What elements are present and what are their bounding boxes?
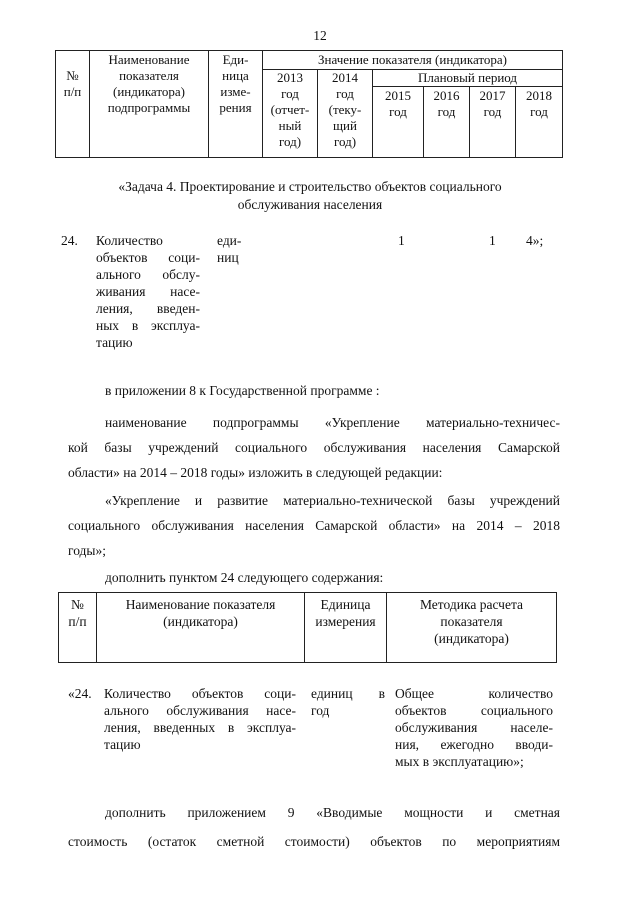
- col-unit-header: Еди- ница изме- рения: [219, 52, 252, 115]
- calculation-method: Общее количество объектов социального обслуживания населе- ния, ежегодно вводи- мых в эксплуатацию»;: [395, 686, 553, 769]
- col-unit-header: Единица измерения: [315, 597, 376, 629]
- paragraph-add-item24: дополнить пунктом 24 следующего содержания:: [105, 570, 384, 585]
- col-2015-header: 2015 год: [385, 88, 411, 119]
- value-2016: 1: [398, 233, 405, 248]
- col-2014-header: 2014 год (теку- щий год): [328, 70, 362, 149]
- plan-period-header: Плановый период: [417, 70, 518, 85]
- task4-heading-line1: «Задача 4. Проектирование и строительство объектов социального: [118, 179, 502, 194]
- row-number: 24.: [61, 233, 78, 248]
- paragraph-new-title: «Укрепление и развитие материально-технической базы учреждений социального обслуживания населения Самарской области» на 2014 – 2018 годы»;: [68, 493, 560, 558]
- col-2013-header: 2013 год (отчет- ный год): [270, 70, 310, 149]
- col-2018-header: 2018 год: [526, 88, 552, 119]
- col-number-header: № п/п: [63, 68, 82, 99]
- indicator-unit: единиц в год: [311, 686, 385, 718]
- paragraph-appendix8: в приложении 8 к Государственной программе :: [105, 383, 380, 398]
- paragraph-subprogram-name: наименование подпрограммы «Укрепление материально-техничес- кой базы учреждений социального обслуживания населения Самарской области» на 2014 – 2018 годы» изложить в следующей редакции:: [68, 415, 560, 480]
- page-number: 12: [313, 28, 327, 43]
- col-name-header: Наименование показателя (индикатора): [125, 597, 276, 629]
- col-2016-header: 2016 год: [433, 88, 460, 119]
- indicator-name: Количество объектов соци- ального обслуживания насе- ления, введенных в эксплуа- тацию: [104, 686, 296, 752]
- task4-heading-line2: обслуживания населения: [237, 197, 383, 212]
- col-number-header: № п/п: [68, 597, 87, 629]
- row-number: «24.: [68, 686, 92, 701]
- value-2018: 4»;: [526, 233, 544, 248]
- value-2017: 1: [489, 233, 496, 248]
- indicator-name: Количество объектов соци- ального обслу- живания насе- ления, введен- ных в эксплуа- тацию: [96, 233, 200, 350]
- value-header: Значение показателя (индикатора): [317, 52, 508, 67]
- paragraph-appendix9: дополнить приложением 9 «Вводимые мощности и сметная стоимость (остаток сметной стоимости) объектов по мероприятиям: [68, 805, 560, 849]
- col-method-header: Методика расчета показателя (индикатора): [419, 597, 524, 646]
- col-2017-header: 2017 год: [479, 88, 506, 119]
- indicator-unit: еди- ниц: [217, 233, 242, 265]
- col-name-header: Наименование показателя (индикатора) подпрограммы: [107, 52, 191, 115]
